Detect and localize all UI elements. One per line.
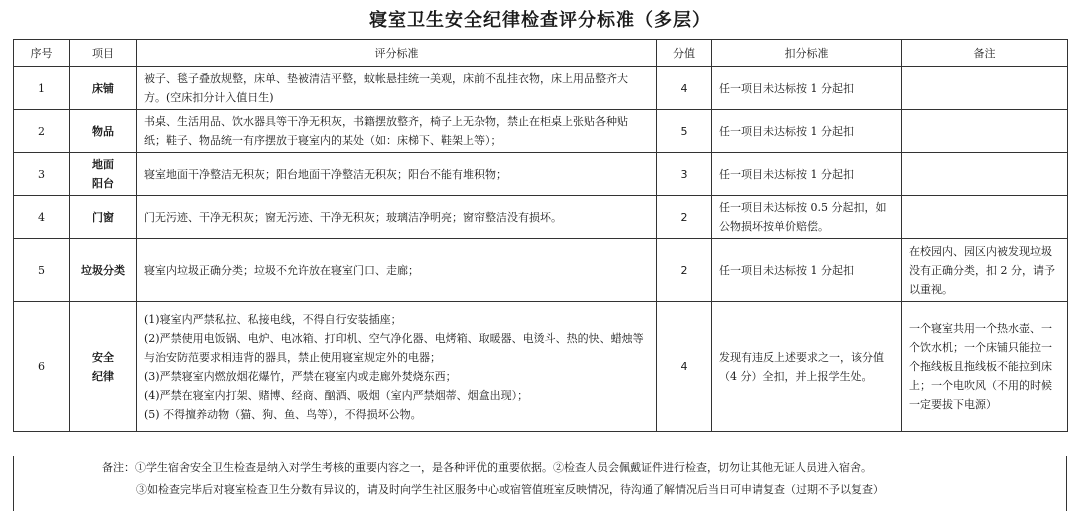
header-deduction: 扣分标准 <box>712 40 902 67</box>
row-standard: 寝室地面干净整洁无积灰；阳台地面干净整洁无积灰；阳台不能有堆积物； <box>137 153 657 196</box>
table-row <box>14 196 1068 239</box>
header-item: 项目 <box>70 40 137 67</box>
scoring-table <box>13 39 1068 432</box>
footer-note-line-2: ③如检查完毕后对寝室检查卫生分数有异议的，请及时向学生社区服务中心或宿管值班室反映情况，待沟通了解情况后当日可申请复查（过期不予以复查） <box>136 483 884 496</box>
row-item: 物品 <box>70 110 137 153</box>
table-header-row <box>14 40 1068 67</box>
footer-notes <box>13 456 1067 511</box>
row-standard: 被子、毯子叠放规整，床单、垫被清洁平整，蚊帐悬挂统一美观，床前不乱挂衣物，床上用品整齐大方。(空床扣分计入值日生) <box>137 67 657 110</box>
row-remark <box>902 153 1068 196</box>
row-no: 3 <box>14 153 70 196</box>
row-remark <box>902 67 1068 110</box>
table-row <box>14 67 1068 110</box>
row-no: 5 <box>14 239 70 302</box>
standard-line: (4)严禁在寝室内打架、赌博、经商、酗酒、吸烟（室内严禁烟蒂、烟盒出现）； <box>144 388 529 402</box>
row-remark: 一个寝室共用一个热水壶、一个饮水机；一个床铺只能拉一个拖线板且拖线板不能拉到床上；一个电吹风（不用的时候一定要拔下电源） <box>902 302 1068 432</box>
row-score: 4 <box>657 67 712 110</box>
table-row <box>14 239 1068 302</box>
standard-line: (2)严禁使用电饭锅、电炉、电冰箱、打印机、空气净化器、电烤箱、取暖器、电烫斗、热的快、蜡烛等与治安防范要求相违背的器具，禁止使用寝室规定外的电器； <box>144 331 644 364</box>
row-deduction: 任一项目未达标按 1 分起扣 <box>712 67 902 110</box>
standard-line: (1)寝室内严禁私拉、私接电线，不得自行安装插座； <box>144 312 402 326</box>
page-title: 寝室卫生安全纪律检查评分标准（多层） <box>369 10 711 31</box>
header-score: 分值 <box>657 40 712 67</box>
row-item: 垃圾分类 <box>70 239 137 302</box>
row-deduction: 任一项目未达标按 1 分起扣 <box>712 110 902 153</box>
row-score: 5 <box>657 110 712 153</box>
row-score: 2 <box>657 239 712 302</box>
row-remark: 在校园内、园区内被发现垃圾没有正确分类，扣 2 分，请予以重视。 <box>902 239 1068 302</box>
header-no: 序号 <box>14 40 70 67</box>
row-standard <box>137 302 657 432</box>
header-standard: 评分标准 <box>137 40 657 67</box>
row-remark <box>902 196 1068 239</box>
standard-line: (5) 不得擅养动物（猫、狗、鱼、鸟等），不得损坏公物。 <box>144 407 422 421</box>
row-deduction: 发现有违反上述要求之一，该分值（4 分）全扣，并上报学生处。 <box>712 302 902 432</box>
row-no: 4 <box>14 196 70 239</box>
row-item-label: 安全纪律 <box>92 350 114 383</box>
table-row <box>14 110 1068 153</box>
row-score: 2 <box>657 196 712 239</box>
row-item-label: 地面阳台 <box>92 158 114 190</box>
row-deduction: 任一项目未达标按 1 分起扣 <box>712 239 902 302</box>
header-remark: 备注 <box>902 40 1068 67</box>
row-score: 4 <box>657 302 712 432</box>
row-no: 6 <box>14 302 70 432</box>
row-item <box>70 153 137 196</box>
row-no: 2 <box>14 110 70 153</box>
row-standard: 书桌、生活用品、饮水器具等干净无积灰，书籍摆放整齐，椅子上无杂物，禁止在柜桌上张贴各种贴纸；鞋子、物品统一有序摆放于寝室内的某处（如：床梯下、鞋架上等）； <box>137 110 657 153</box>
row-remark <box>902 110 1068 153</box>
footer-note-line-1: 备注：①学生宿舍安全卫生检查是纳入对学生考核的重要内容之一，是各种评优的重要依据。②检查人员会佩戴证件进行检查，切勿让其他无证人员进入宿舍。 <box>102 461 872 474</box>
row-no: 1 <box>14 67 70 110</box>
row-score: 3 <box>657 153 712 196</box>
table-row <box>14 302 1068 432</box>
row-item: 床铺 <box>70 67 137 110</box>
table-row <box>14 153 1068 196</box>
row-deduction: 任一项目未达标按 0.5 分起扣，如公物损坏按单价赔偿。 <box>712 196 902 239</box>
row-deduction: 任一项目未达标按 1 分起扣 <box>712 153 902 196</box>
row-item <box>70 302 137 432</box>
row-item: 门窗 <box>70 196 137 239</box>
row-standard: 门无污迹、干净无积灰；窗无污迹、干净无积灰；玻璃洁净明亮；窗帘整洁没有损坏。 <box>137 196 657 239</box>
row-standard: 寝室内垃圾正确分类；垃圾不允许放在寝室门口、走廊； <box>137 239 657 302</box>
standard-line: (3)严禁寝室内燃放烟花爆竹，严禁在寝室内或走廊外焚烧东西； <box>144 369 457 383</box>
